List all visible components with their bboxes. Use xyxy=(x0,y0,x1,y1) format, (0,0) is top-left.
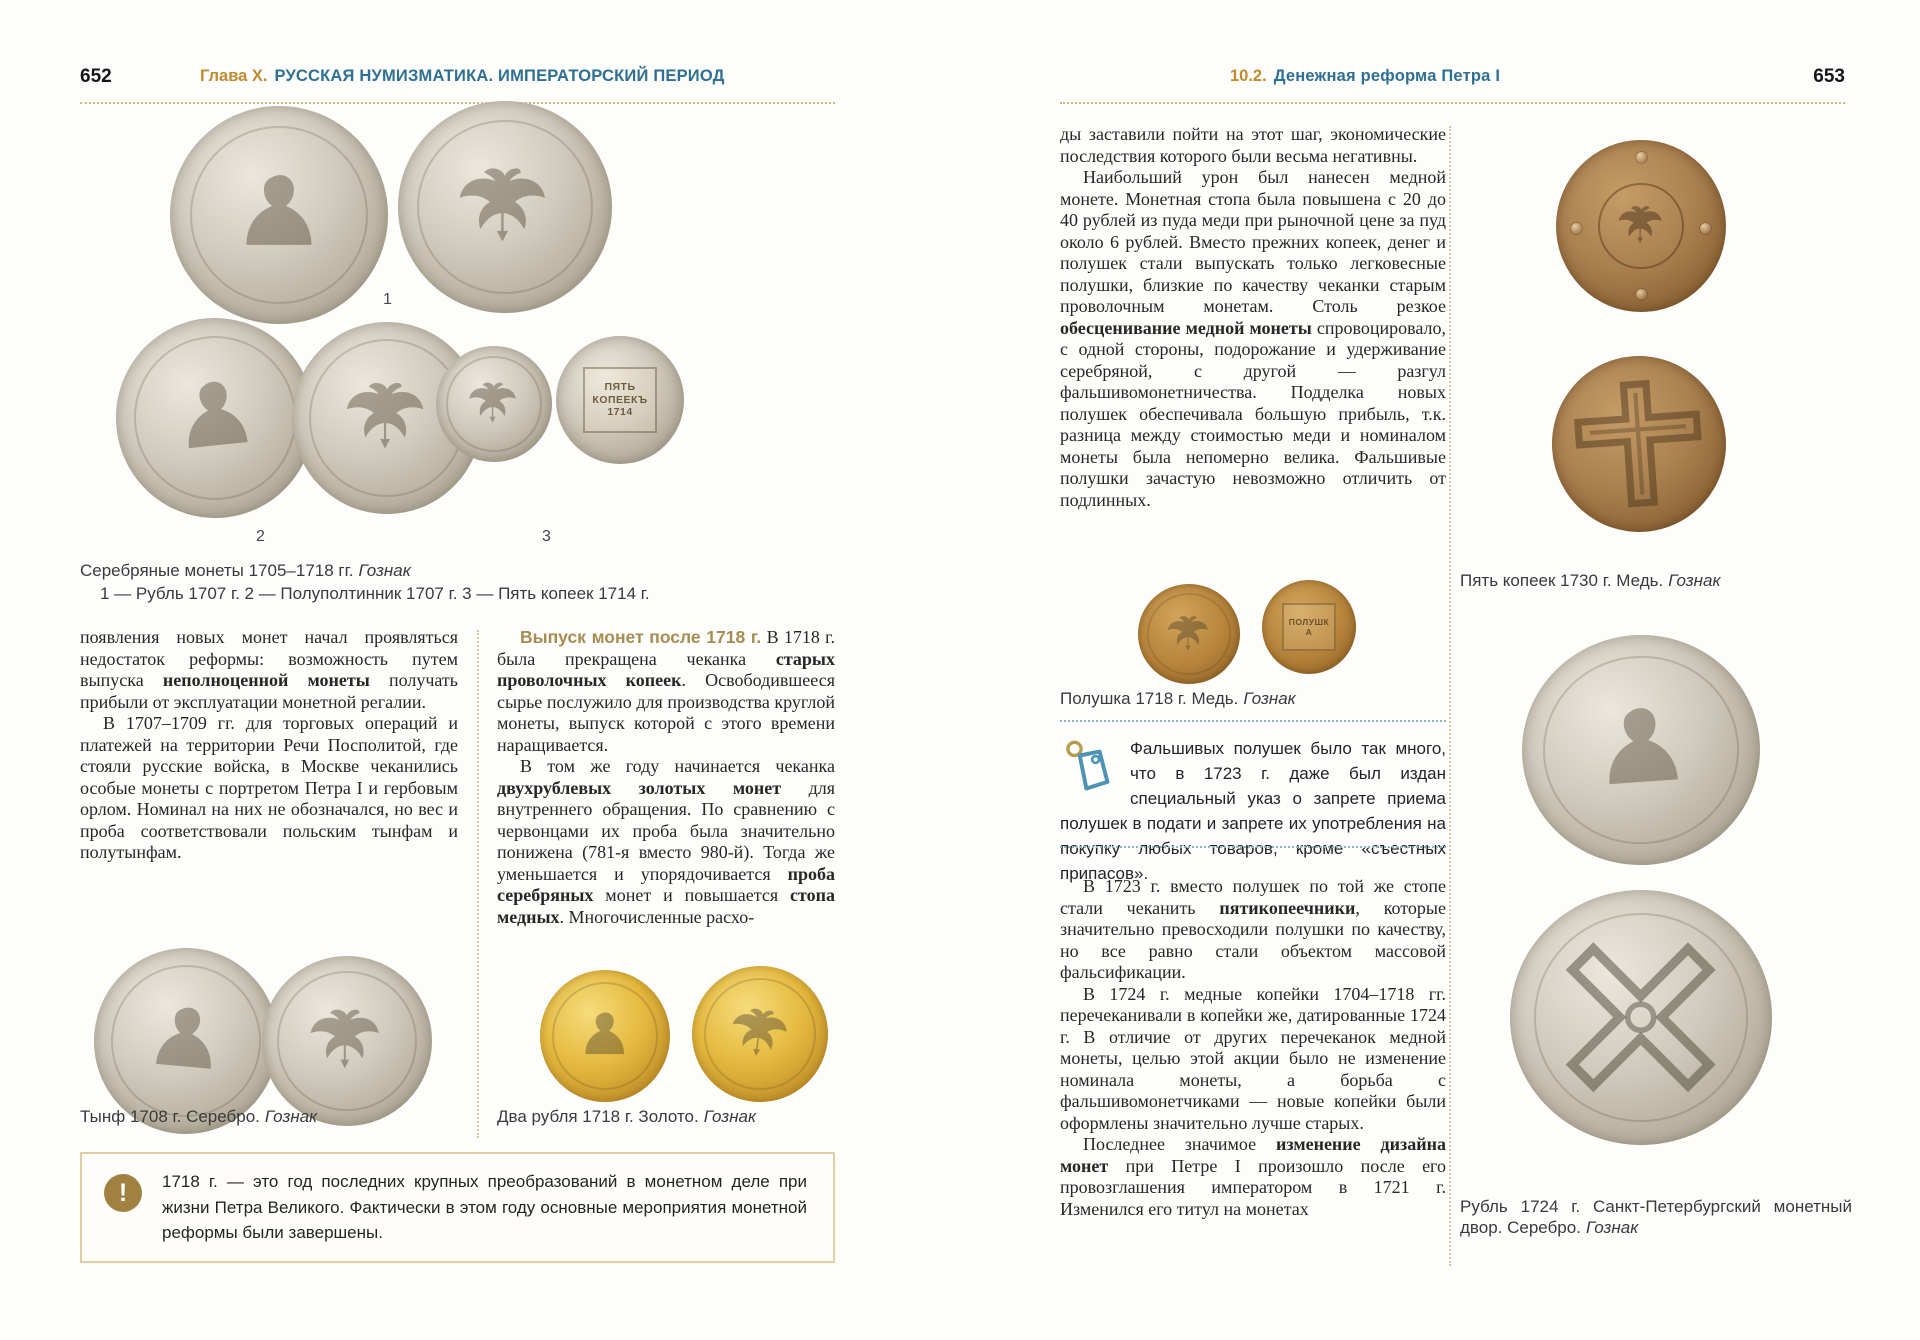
double-eagle-icon xyxy=(1612,196,1671,255)
running-header-left xyxy=(200,67,725,86)
coin-polushka-1718-reverse xyxy=(1262,580,1356,674)
coin-ring xyxy=(277,971,416,1110)
caption-source: Гознак xyxy=(703,1107,757,1126)
rivet-dot xyxy=(1700,223,1711,234)
coin-ruble-1724-obverse xyxy=(1514,627,1767,873)
bold-term: двухрублевых золотых монет xyxy=(497,777,782,798)
column-divider-left-page xyxy=(477,630,479,1138)
text-run: . Многочисленные расхо- xyxy=(559,906,755,927)
coin-inscription: ПЯТЬ КОПЕЕКЪ 1714 xyxy=(583,367,657,434)
inline-heading: Выпуск монет после 1718 г. xyxy=(520,627,762,647)
rivet-dot xyxy=(1571,223,1582,234)
coin-tynf-1708-reverse xyxy=(262,956,432,1126)
note-box-text: 1718 г. — это год последних крупных преобразований в монетном деле при жизни Петра Великого. Фактически в этом году основные мероприятия монетной реформы были завершены. xyxy=(162,1172,807,1242)
header-rule-right xyxy=(1060,102,1845,104)
page-number-right: 653 xyxy=(1813,66,1845,87)
text-run: Последнее значимое xyxy=(1083,1134,1276,1154)
coin-two-rubles-1718-obverse xyxy=(540,970,670,1102)
figure-caption-polushka xyxy=(1060,688,1446,709)
coin-two-rubles-1718-reverse xyxy=(683,957,837,1111)
text-run: появления новых монет начал проявляться недостаток реформы: возможность путем выпуска xyxy=(80,627,458,690)
text-run: В 1724 г. медные копейки 1704–1718 гг. перечеканивали в копейки же, датированные 1724 г. В отличие от других перечеканок медной монеты, целью этой акции было не изменение номинала монеты, а борьба с фальшивомонетчиками — новые копейки были оформлены значительно лучше старых. xyxy=(1060,983,1446,1133)
figure-caption-tynf xyxy=(80,1106,460,1127)
exclamation-icon: ! xyxy=(104,1174,142,1212)
coin-five-kopecks-1730-reverse xyxy=(1546,350,1732,538)
text-column-right xyxy=(497,627,835,928)
coin-medallion xyxy=(1598,183,1684,270)
running-header-right xyxy=(1230,67,1500,86)
caption-text: Полушка 1718 г. Медь. xyxy=(1060,689,1239,708)
chapter-title: РУССКАЯ НУМИЗМАТИКА. ИМПЕРАТОРСКИЙ ПЕРИОД xyxy=(274,67,725,85)
text-run: монет и повышается xyxy=(593,885,791,905)
figure-caption-items: 1 — Рубль 1707 г. 2 — Полуполтинник 1707 г. 3 — Пять копеек 1714 г. xyxy=(100,584,650,603)
caption-text: Тынф 1708 г. Серебро. xyxy=(80,1107,260,1126)
text-run: , которые значительно превосходили полушки по качеству, но все равно стали объектом массовой фальсификации. xyxy=(1060,897,1446,982)
figure-caption-five-kopecks-1730 xyxy=(1460,570,1845,591)
column-divider-right-page xyxy=(1449,126,1451,1266)
text-run: В 1718 г. была прекращена чеканка xyxy=(497,627,835,669)
cross-pattern-icon xyxy=(1567,371,1712,517)
caption-text: Два рубля 1718 г. Золото. xyxy=(497,1107,699,1126)
paragraph xyxy=(497,627,835,756)
paragraph xyxy=(1060,876,1446,984)
coin-ring xyxy=(697,971,823,1097)
bold-term: пятикопеечники xyxy=(1219,897,1356,918)
coin-ring xyxy=(446,356,541,451)
page-number-left: 652 xyxy=(80,66,112,87)
text-column-left-bottom xyxy=(1060,876,1446,1220)
bold-term: обесценивание медной монеты xyxy=(1060,317,1312,338)
coin-ring xyxy=(552,982,659,1090)
note-box xyxy=(80,1152,835,1263)
coin-five-kopecks-1714-reverse xyxy=(556,336,684,464)
coin-ruble-1724-reverse xyxy=(1510,890,1772,1145)
coin-ruble-1707-obverse xyxy=(170,106,388,324)
coin-ring xyxy=(1534,913,1749,1122)
caption-source: Гознак xyxy=(358,561,411,580)
figure-number-2: 2 xyxy=(256,528,265,545)
paragraph xyxy=(1060,1134,1446,1220)
caption-text: Рубль 1724 г. Санкт-Петербургский монетный двор. Серебро. xyxy=(1460,1197,1852,1237)
caption-source: Гознак xyxy=(264,1107,318,1126)
caption-text: Пять копеек 1730 г. Медь. xyxy=(1460,571,1664,590)
caption-source: Гознак xyxy=(1668,571,1721,590)
text-run: спровоцировало, с одной стороны, подорожание и удерживание серебряной, с другой — разгул фальшивомонетничества. Подделка новых полушек обеспечивала большую прибыль, т.к. разница между стоимостью меди и номиналом монеты была непомерно велика. Фальшивые полушки зачастую невозможно отличить от подлинных. xyxy=(1060,317,1446,510)
bold-term: изменение дизайна монет xyxy=(1060,1134,1446,1176)
figure-caption-ruble-1724 xyxy=(1460,1196,1852,1238)
paragraph xyxy=(497,756,835,928)
header-rule-left xyxy=(80,102,835,104)
coin-five-kopecks-1730-obverse xyxy=(1556,140,1726,312)
tag-note-text: Фальшивых полушек было так много, что в 1723 г. даже был издан специальный указ о запрете приема полушек в подати и запрете их употребления на покупку любых товаров, кроме «съестных припасов». xyxy=(1060,739,1446,883)
text-run: для внутреннего обращения. По сравнению с червонцами их проба была значительно понижена (781-я вместо 980-й). Тогда же уменьшается и упорядочивается xyxy=(497,777,835,884)
rivet-dot xyxy=(1636,289,1647,300)
text-column-left-top xyxy=(1060,124,1446,511)
coin-inscription: ПОЛУШКА xyxy=(1282,603,1337,652)
bold-term: неполноценной монеты xyxy=(162,670,370,690)
text-column-left xyxy=(80,627,458,864)
paragraph xyxy=(80,713,458,864)
figure-caption-silver-coins xyxy=(80,560,820,581)
caption-text: Серебряные монеты 1705–1718 гг. xyxy=(80,561,354,580)
figure-caption-two-rubles xyxy=(497,1106,837,1127)
paragraph xyxy=(80,627,458,713)
text-run: В 1723 г. вместо полушек по той же стопе стали чеканить xyxy=(1060,876,1446,918)
coin-ring xyxy=(417,120,593,294)
bold-term: стопа медных xyxy=(497,885,835,927)
tag-note-rule-bottom xyxy=(1060,846,1446,848)
caption-source: Гознак xyxy=(1243,689,1296,708)
coin-ring xyxy=(1537,649,1745,851)
tag-note-rule-top xyxy=(1060,720,1446,722)
bold-term: старых проволочных копеек xyxy=(497,648,835,690)
figure-number-1: 1 xyxy=(383,291,392,308)
coin-ring xyxy=(104,958,268,1123)
text-run: . Освободившееся сырье послужило для производства круглой монеты, выпуск которой с этого времени наращивается. xyxy=(497,670,835,755)
coin-ruble-1707-reverse xyxy=(398,101,612,313)
paragraph xyxy=(1060,124,1446,167)
rivet-dot xyxy=(1636,152,1647,163)
caption-source: Гознак xyxy=(1585,1218,1639,1237)
tag-icon xyxy=(1060,738,1118,802)
bold-term: проба серебряных xyxy=(497,863,835,905)
text-run: при Петре I произошло после его провозглашения императором в 1721 г. Изменился его титул на монетах xyxy=(1060,1155,1446,1219)
paragraph xyxy=(1060,984,1446,1135)
section-title: Денежная реформа Петра I xyxy=(1273,67,1501,85)
section-label: 10.2. xyxy=(1230,67,1267,85)
text-run: В том же году начинается чеканка xyxy=(520,756,835,776)
coin-ring xyxy=(190,126,369,305)
coin-polushka-1718-obverse xyxy=(1138,584,1240,684)
figure-number-3: 3 xyxy=(542,528,551,545)
coin-ring xyxy=(126,328,305,508)
coin-five-kopecks-1714-obverse xyxy=(436,346,552,462)
text-run: ды заставили пойти на этот шаг, экономические последствия которого были весьма негативны. xyxy=(1060,124,1446,166)
text-run: получать прибыли от эксплуатации монетной регалии. xyxy=(80,670,458,712)
text-run: В 1707–1709 гг. для торговых операций и платежей на территории Речи Посполитой, где стояли русские войска, в Москве чеканились особые монеты с портретом Петра I и гербовым орлом. Номинал на них не обозначался, но вес и проба соответствовали польским тынфам и полутынфам. xyxy=(80,713,458,862)
coin-ring xyxy=(1147,593,1231,675)
paragraph xyxy=(1060,167,1446,511)
chapter-label: Глава X. xyxy=(200,67,268,85)
text-run: Наибольший урон был нанесен медной монете. Монетная стопа была повышена с 20 до 40 рублей из пуда меди при рыночной цене за пуд около 6 рублей. Вместо прежних копеек, денег и полушек стали выпускать только легковесные полушки, близкие по качеству чеканки старым проволочным монетам. Столь резкое xyxy=(1060,167,1446,316)
tag-note xyxy=(1060,736,1446,886)
